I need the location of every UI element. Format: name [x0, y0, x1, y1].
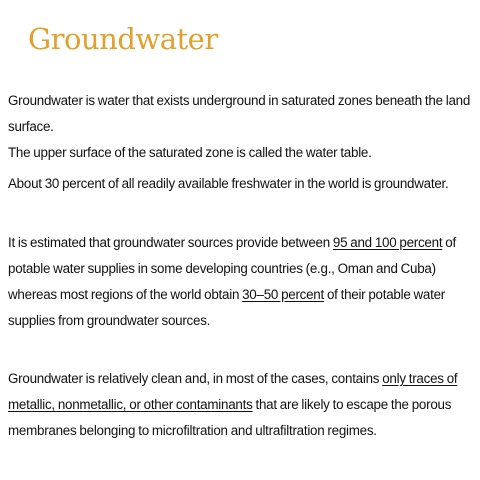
underlined-contaminants: only traces of metallic, nonmetallic, or other contaminants	[8, 371, 458, 412]
paragraph-definition: Groundwater is water that exists underground in saturated zones beneath the land surface.	[8, 93, 471, 134]
paragraph-contaminants	[8, 366, 474, 444]
paragraph-potable-supply-text-1: It is estimated that groundwater sources provide between	[8, 235, 333, 250]
paragraph-contaminants-text-1: Groundwater is relatively clean and, in most of the cases, contains	[8, 371, 383, 386]
paragraph-water-table: The upper surface of the saturated zone is called the water table.	[8, 145, 372, 160]
underlined-30-50-percent: 30–50 percent	[242, 287, 324, 302]
paragraph-potable-supply	[8, 230, 474, 334]
paragraph-potable-supply-text-3: of their potable water supplies from groundwater sources.	[8, 287, 446, 328]
paragraph-contaminants-text-2: that are likely to escape the porous membranes belonging to microfiltration and ultrafiltration regimes.	[8, 397, 452, 438]
paragraph-freshwater-share: About 30 percent of all readily available freshwater in the world is groundwater.	[8, 176, 449, 191]
underlined-95-100-percent: 95 and 100 percent	[332, 235, 443, 250]
paragraph-potable-supply-text-2: of potable water supplies in some developing countries (e.g., Oman and Cuba) whereas most regions of the world obtain	[8, 235, 456, 302]
slide-title: Groundwater	[28, 22, 218, 56]
